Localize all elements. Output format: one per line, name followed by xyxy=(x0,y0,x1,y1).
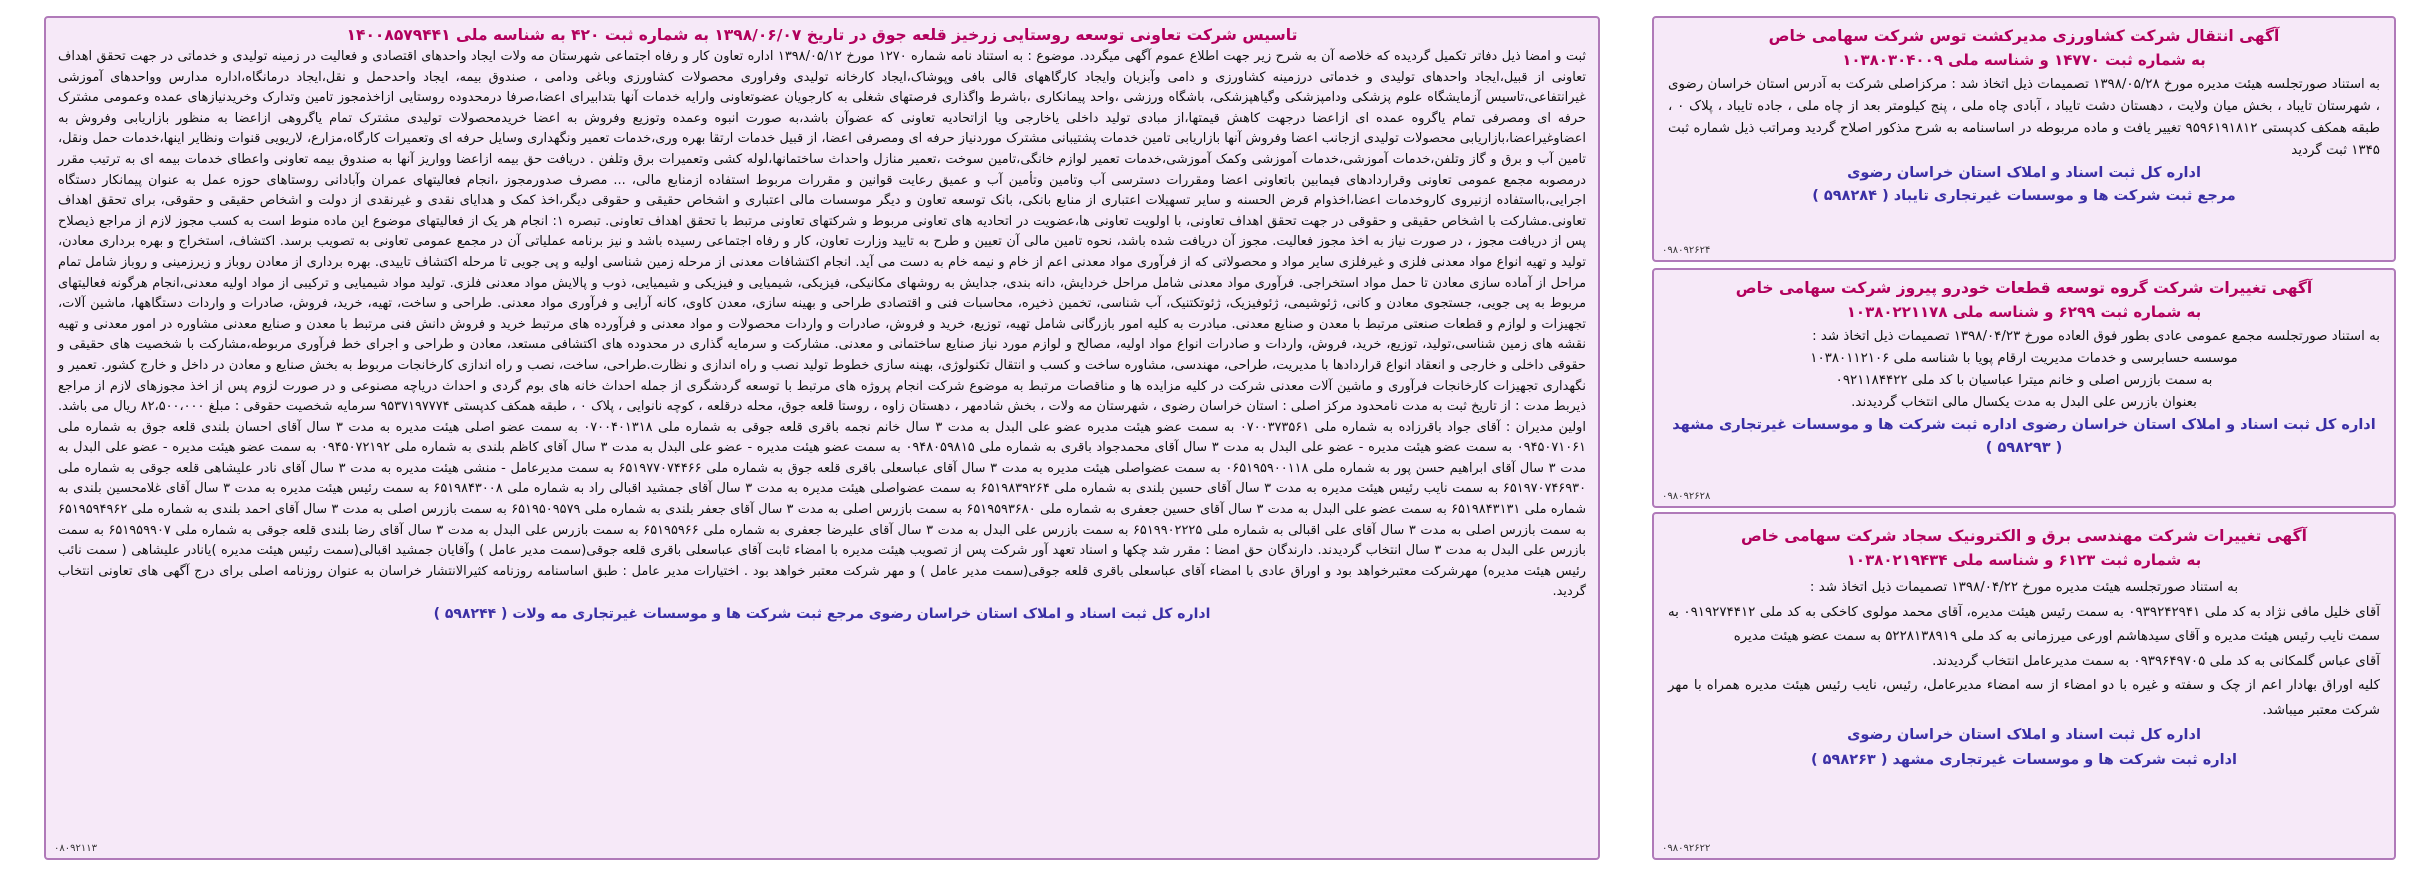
notice-code: ۰۹۸۰۹۲۶۲۸ xyxy=(1662,491,1711,502)
notice-body-line: به استناد صورتجلسه هیئت مدیره مورخ ۱۳۹۸/۰۴/۲۲ تصمیمات ذیل اتخاذ شد : xyxy=(1809,580,2239,595)
notice-subtitle: به شماره ثبت ۶۱۲۳ و شناسه ملی ۱۰۳۸۰۲۱۹۴۳۴ xyxy=(1846,551,2202,569)
notice-body xyxy=(1668,576,2380,723)
notice-subtitle: به شماره ثبت ۱۴۷۷۰ و شناسه ملی ۱۰۳۸۰۳۰۴۰۰۹ xyxy=(1842,51,2206,69)
notice-transfer-modirkesht xyxy=(1652,16,2396,262)
notice-title: آگهی تغییرات شرکت گروه توسعه قطعات خودرو پیروز شرکت سهامی خاص xyxy=(1735,279,2313,297)
notice-cooperative-founding xyxy=(44,16,1600,860)
notice-changes-sajjad xyxy=(1652,512,2396,860)
notice-body-line: کلیه اوراق بهادار اعم از چک و سفته و غیره با دو امضاء از سه امضاء مدیرعامل، رئیس، نایب رئیس هیئت مدیره همراه با مهر شرکت معتبر میباشد. xyxy=(1668,678,2380,718)
notice-footer-line2: مرجع ثبت شرکت ها و موسسات غیرتجاری تایباد ( ۵۹۸۲۸۴ ) xyxy=(1812,188,2236,204)
notice-title: آگهی تغییرات شرکت مهندسی برق و الکترونیک سجاد شرکت سهامی خاص xyxy=(1741,527,2307,545)
notice-footer-line2: اداره ثبت شرکت ها و موسسات غیرتجاری مشهد ( ۵۹۸۲۶۳ ) xyxy=(1810,752,2238,768)
notice-footer-line1: اداره کل ثبت اسناد و املاک استان خراسان رضوی xyxy=(1847,727,2201,743)
notice-body-line: موسسه حسابرسی و خدمات مدیریت ارقام پویا با شناسه ملی ۱۰۳۸۰۱۱۲۱۰۶ xyxy=(1810,351,2238,366)
notice-subtitle: به شماره ثبت ۶۲۹۹ و شناسه ملی ۱۰۳۸۰۲۲۱۱۷۸ xyxy=(1846,303,2202,321)
notice-code: ۰۹۸۰۹۲۶۲۴ xyxy=(1662,245,1711,256)
notice-code: ۰۸۰۹۲۱۱۳ xyxy=(54,843,97,854)
notice-title: آگهی انتقال شرکت کشاورزی مدیرکشت توس شرکت سهامی خاص xyxy=(1768,27,2280,45)
notice-changes-piruz xyxy=(1652,268,2396,508)
notice-code: ۰۹۸۰۹۲۶۲۲ xyxy=(1662,843,1711,854)
notice-body: به استناد صورتجلسه هیئت مدیره مورخ ۱۳۹۸/۰۵/۲۸ تصمیمات ذیل اتخاذ شد : مرکزاصلی شرکت به آدرس استان خراسان رضوی ، شهرستان تایباد ، بخش میان ولایت ، دهستان دشت تایباد ، آبادی چاه ملی ، پنج کیلومتر بعد از چاه ملی ، جاده تایباد ، پلاک ۰ ، طبقه همکف کدپستی ۹۵۹۶۱۹۱۸۱۲ تغییر یافت و ماده مربوطه در اساسنامه به شرح مذکور اصلاح گردید ومراتب ذیل شماره ثبت ۱۳۴۵ ثبت گردید xyxy=(1668,77,2380,158)
notice-body-line: بعنوان بازرس علی البدل به مدت یکسال مالی انتخاب گردیدند. xyxy=(1851,395,2197,410)
notice-body-line: به سمت بازرس اصلی و خانم میترا عباسیان با کد ملی ۰۹۲۱۱۸۴۴۲۲ xyxy=(1835,373,2213,388)
notice-body-line: به استناد صورتجلسه مجمع عمومی عادی بطور فوق العاده مورخ ۱۳۹۸/۰۴/۲۳ تصمیمات ذیل اتخاذ شد : xyxy=(1812,329,2380,344)
notice-footer: اداره کل ثبت اسناد و املاک استان خراسان رضوی اداره ثبت شرکت ها و موسسات غیرتجاری مشهد ( ۵۹۸۲۹۳ ) xyxy=(1672,417,2376,456)
notice-footer: اداره کل ثبت اسناد و املاک استان خراسان رضوی مرجع ثبت شرکت ها و موسسات غیرتجاری مه ولات ( ۵۹۸۲۴۴ ) xyxy=(433,606,1211,623)
notice-body: ثبت و امضا ذیل دفاتر تکمیل گردیده که خلاصه آن به شرح زیر جهت اطلاع عموم آگهی میگردد. موضوع : به استناد نامه شماره ۱۲۷۰ مورخ ۱۳۹۸/۰۵/۱۲ اداره تعاون کار و رفاه اجتماعی شهرستان مه ولات ایجاد واحدهای اقتصادی و فعالیت در زمینه تولیدی و خدماتی در جهت تحقق اهداف تعاونی از قبیل،ایجاد واحدهای تولیدی و خدماتی درزمینه کشاورزی و دامی وآبزیان وایجاد کارگاههای قالی بافی وپوشاک،ایجاد کارخانه تولیدی وفراوری محصولات کشاورزی وباغی ودامی ، صندوق بیمه، ایجاد واحدحمل و نقل،ایجاد درمانگاه،اداره مدارس وواحدهای آموزشی غیرانتفاعی،تاسیس آزمایشگاه علوم پزشکی ودامپزشکی وگیاهپزشکی، باشگاه ورزشی ،واحد پیمانکاری ،باشرط واگذاری فرصتهای شغلی به کارجویان عضوتعاونی وارایه خدمات آنها بتدابیرای اعضا،صرفا درمحدوده روستایی ازاخذمجوز تامین وتدارک وخریدنیازهای عمده وعمومی مشترک حرفه ای ومصرفی تمام یاگروه عمده ای ازاعضا درجهت کاهش قیمتها،از مبادی تولید داخلی یاخارجی ویا ازاتحادیه تعاونی که عضوآن باشد،به صورت انبوه وعمده وتوزیع وفروش به اعضا خریدمحصولات تولیدی مشترک تمام یاگروهی ازاعضا به منظور بازاریابی وفروش به اعضاوغیراعضا،بازاریابی محصولات تولیدی ازجانب اعضا وفروش آنها بازاریابی تامین خدمات پشتیبانی مشترک موردنیاز حرفه ای ومصرفی اعضا، از قبیل خدمات ارتقا بهره وری،خدمات تعمیر ونگهداری وسایل حرفه ای وتعمیرات کارگاه،مزارع، لاریویی قنوات ونظایر اینها،خدمات حمل ونقل، تامین آب و برق و گاز وتلفن،خدمات آموزشی،خدمات آموزشی وکمک آموزشی،خدمات تعمیر لوازم خانگی،تامین سوخت ،تعمیر منازل واحداث ساختمانها،لوله کشی وتعمیرات برق وتلفن . دریافت حق بیمه ازاعضا وواریز آنها به صندوق بیمه تعاونی واعطای خدمات بیمه ای به ترتیب مقرر درمصوبه مجمع عمومی تعاونی وقراردادهای فیمابین باتعاونی اعضا ومقررات دسترسی آب وتامین وتأمین آب و عمیق رعایت قوانین و مقررات مربوط استفاده ازمنابع مالی، ... مصرف صدورمجوز ،انجام فعالیتهای عمران وآبادانی روستاهای حوزه عمل به عنوان پیمانکار دستگاه اجرایی،بااستفاده ازنیروی کاروخدمات اعضا،اخذوام قرض الحسنه و سایر تسهیلات اعتباری از منابع بانکی، بانک توسعه تعاون و دیگر موسسات مالی اعتباری و اشخاص حقیقی و حقوقی دیگر،اخذ کمک و هدایای نقدی و غیرنقدی از دولت و اشخاص حقیقی و حقوقی، برای تحقق اهداف تعاونی.مشارکت با اشخاص حقیقی و حقوقی در جهت تحقق اهداف تعاونی، با اولویت تعاونی ها،عضویت در اتحادیه های تعاونی مربوط و شرکتهای تعاونی مرتبط با تحقق اهداف تعاونی. تبصره ۱: انجام هر یک از فعالیتهای موضوع این ماده منوط است به کسب مجوز لازم از مراجع ذیصلاح پس از دریافت مجوز ، در صورت نیاز به اخذ مجوز فعالیت. مجوز آن دریافت شده باشد، نحوه تامین مالی آن تعیین و طرح به تایید وزارت تعاون، کار و رفاه اجتماعی رسیده باشد و نیز برنامه عملیاتی آن در مجمع عمومی تعاونی به تصویب برسد. اکتشاف، استخراج و بهره برداری معادن، تولید و تهیه انواع مواد معدنی فلزی و غیرفلزی سایر مواد و محصولاتی که از فرآوری مواد معدنی اعم از خام و نیمه خام به دست می آید. انجام اکتشافات معدنی از مرحله زمین شناسی اولیه و پی جویی تا مرحله اکتشاف تاییدی. بهره برداری از معادن روباز و زیرزمینی و روباز شامل تمام مراحل از آماده سازی معادن تا حمل مواد استخراجی. فرآوری مواد معدنی شامل مراحل خردایش، دانه بندی، جدایش به روشهای مکانیکی، فیزیکی، شیمیایی و فیزیکی و شیمیایی، ذوب و پالایش مواد معدنی فلزی. تولید مواد شیمیایی و ترکیبی از مواد اولیه معدنی،انجام هرگونه فعالیتهای مربوط به پی جویی، جستجوی معادن و کانی، ژئوشیمی، ژئوفیزیک، ژئوتکتنیک، آب شناسی، تخمین ذخیره، محاسبات فنی و اقتصادی طراحی و بهینه سازی، معدن کاوی، کانه آرایی و فرآوری مواد معدنی. طراحی و ساخت، تهیه، خرید، فروش، صادرات و واردات دستگاهها، ماشین آلات، تجهیزات و لوازم و قطعات صنعتی مرتبط با معدن و صنایع معدنی. مبادرت به کلیه امور بازرگانی شامل تهیه، توزیع، خرید و فروش، صادرات و واردات محصولات و مواد معدنی و فرآورده های مرتبط خرید و فروش دانش فنی مرتبط با معدن و صنایع معدنی مشاوره در امور معدنی و تهیه نقشه های زمین شناسی،تولید، توزیع، خرید، فروش، واردات و صادرات انواع مواد اولیه، مصالح و لوازم مورد نیاز صنایع ساختمانی و معدنی. مشارکت و سرمایه گذاری در محدوده های اکتشافی مستعد، معادن و طراحی و اجرای خط فرآوری مربوطه،مشارکت با شخصیت های حقیقی و حقوقی داخلی و خارجی و انعقاد انواع قراردادها با مدیریت، طراحی، مهندسی، مشاوره ساخت و کسب و انتقال تکنولوژی، بهینه سازی خطوط تولید نصب و راه اندازی و نظارت.طراحی، ساخت، نصب و راه اندازی کارخانجات مربوط به بخش صنایع و معادن در داخل و خارج کشور. تعمیر و نگهداری تجهیزات کارخانجات فرآوری و ماشین آلات معدنی شرکت در کلیه مزایده ها و مناقصات مرتبط به موضوع شرکت انجام پروژه های مرتبط با توسعه گردشگری از جمله احداث خانه های بوم گردی و احداث دریاچه مصنوعی و در صورت لزوم پس از اخذ مجوزهای لازم از مراجع ذیربط مدت : از تاریخ ثبت به مدت نامحدود مرکز اصلی : استان خراسان رضوی ، شهرستان مه ولات ، بخش شادمهر ، دهستان زاوه ، روستا قلعه جوق، محله درقلعه ، کوچه نانوایی ، پلاک ۰ ، طبقه همکف کدپستی ۹۵۳۷۱۹۷۷۷۴ سرمایه شخصیت حقوقی : مبلغ ۸۲،۵۰۰،۰۰۰ ریال می باشد. اولین مدیران : آقای جواد باقرزاده به شماره ملی ۰۷۰۰۳۷۳۵۶۱ به سمت عضو هیئت مدیره عضو علی البدل به مدت ۳ سال خانم نجمه باقری قلعه جوقی به شماره ملی ۰۷۰۰۴۰۱۳۱۸ به سمت عضو اصلی هیئت مدیره به مدت ۳ سال آقای احسان بلندی قلعه جوق به شماره ملی ۰۹۴۵۰۷۱۰۶۱ به سمت عضو هیئت مدیره - عضو علی البدل به مدت ۳ سال آقای محمدجواد باقری به شماره ملی ۰۹۴۸۰۵۹۸۱۵ به سمت عضو هیئت مدیره - عضو علی البدل به مدت ۳ سال آقای کاظم بلندی به شماره ملی ۰۹۴۵۰۷۲۱۹۲ به سمت عضو هیئت مدیره - عضو علی البدل به مدت ۳ سال آقای ابراهیم حسن پور به شماره ملی ۰۶۵۱۹۵۹۰۰۱۱۸ به سمت عضواصلی هیئت مدیره به مدت ۳ سال آقای عباسعلی باقری قلعه جوق به شماره ملی ۶۵۱۹۷۷۰۷۴۴۶۶ به سمت مدیرعامل - منشی هیئت مدیره به مدت ۳ سال آقای نادر علیشاهی قلعه جوقی به شماره ملی ۶۵۱۹۷۰۷۴۶۹۳۰ به سمت نایب رئیس هیئت مدیره به مدت ۳ سال آقای حسین بلندی به شماره ملی ۶۵۱۹۸۳۹۲۶۴ به سمت عضواصلی هیئت مدیره به مدت ۳ سال آقای جمشید اقبالی راد به شماره ملی ۶۵۱۹۸۴۳۰۰۸ به سمت رئیس هیئت مدیره به مدت ۳ سال آقای غلامحسین بلندی به شماره ملی ۶۵۱۹۸۴۳۱۳۱ به سمت عضو علی البدل به مدت ۳ سال آقای حسین جعفری به شماره ملی ۶۵۱۹۵۹۳۶۸۰ به سمت بازرس اصلی به مدت ۳ سال آقای جعفر بلندی به شماره ملی ۶۵۱۹۵۰۹۵۷۹ به سمت بازرس اصلی به مدت ۳ سال آقای احمد بلندی به شماره ملی ۶۵۱۹۵۹۴۹۶۲ به سمت بازرس اصلی به مدت ۳ سال آقای علی اقبالی به شماره ملی ۶۵۱۹۹۰۲۲۲۵ به سمت بازرس علی البدل به مدت ۳ سال آقای علیرضا جعفری به شماره ملی ۶۵۱۹۵۹۶۶ به سمت بازرس علی البدل به مدت ۳ سال آقای رضا بلندی قلعه جوقی به شماره ملی ۶۵۱۹۵۹۹۰۷ به سمت بازرس علی البدل به مدت ۳ سال انتخاب گردیدند. دارندگان حق امضا : مقرر شد چکها و اسناد تعهد آور شرکت پس از تصویب هیئت مدیره با امضاء ثابت آقای عباسعلی باقری قلعه جوقی(سمت مدیر عامل ) وآقایان جمشید اقبالی(سمت رئیس هیئت مدیره )یانادر علیشاهی ( سمت نائب رئیس هیئت مدیره) مهرشرکت معتبرخواهد بود و اوراق عادی با امضاء آقای عباسعلی باقری قلعه جوقی(سمت مدیر عامل ) و مهر شرکت معتبر خواهد بود . اختیارات مدیر عامل : طبق اساسنامه روزنامه کثیرالانتشار خراسان به عنوان روزنامه اصلی برای درج آگهی های تعاونی انتخاب گردید. xyxy=(58,49,1587,600)
notice-title: تاسیس شرکت تعاونی توسعه روستایی زرخیز قلعه جوق در تاریخ ۱۳۹۸/۰۶/۰۷ به شماره ثبت ۴۲۰ به شناسه ملی ۱۴۰۰۸۵۷۹۴۴۱ xyxy=(346,26,1298,44)
notice-body xyxy=(1668,326,2380,414)
notice-body-line: آقای عباس گلمکانی به کد ملی ۰۹۳۹۶۴۹۷۰۵ به سمت مدیرعامل انتخاب گردیدند. xyxy=(1932,653,2380,669)
notice-footer-line1: اداره کل ثبت اسناد و املاک استان خراسان رضوی xyxy=(1847,165,2201,181)
notice-body-line: آقای خلیل مافی نژاد به کد ملی ۰۹۳۹۲۴۲۹۴۱ به سمت رئیس هیئت مدیره، آقای محمد مولوی کاخکی به کد ملی ۰۹۱۹۲۷۴۴۱۲ به سمت نایب رئیس هیئت مدیره و آقای سیدهاشم اورعی میرزمانی به کد ملی ۵۲۲۸۱۳۸۹۱۹ به سمت عضو هیئت مدیره xyxy=(1668,604,2380,644)
